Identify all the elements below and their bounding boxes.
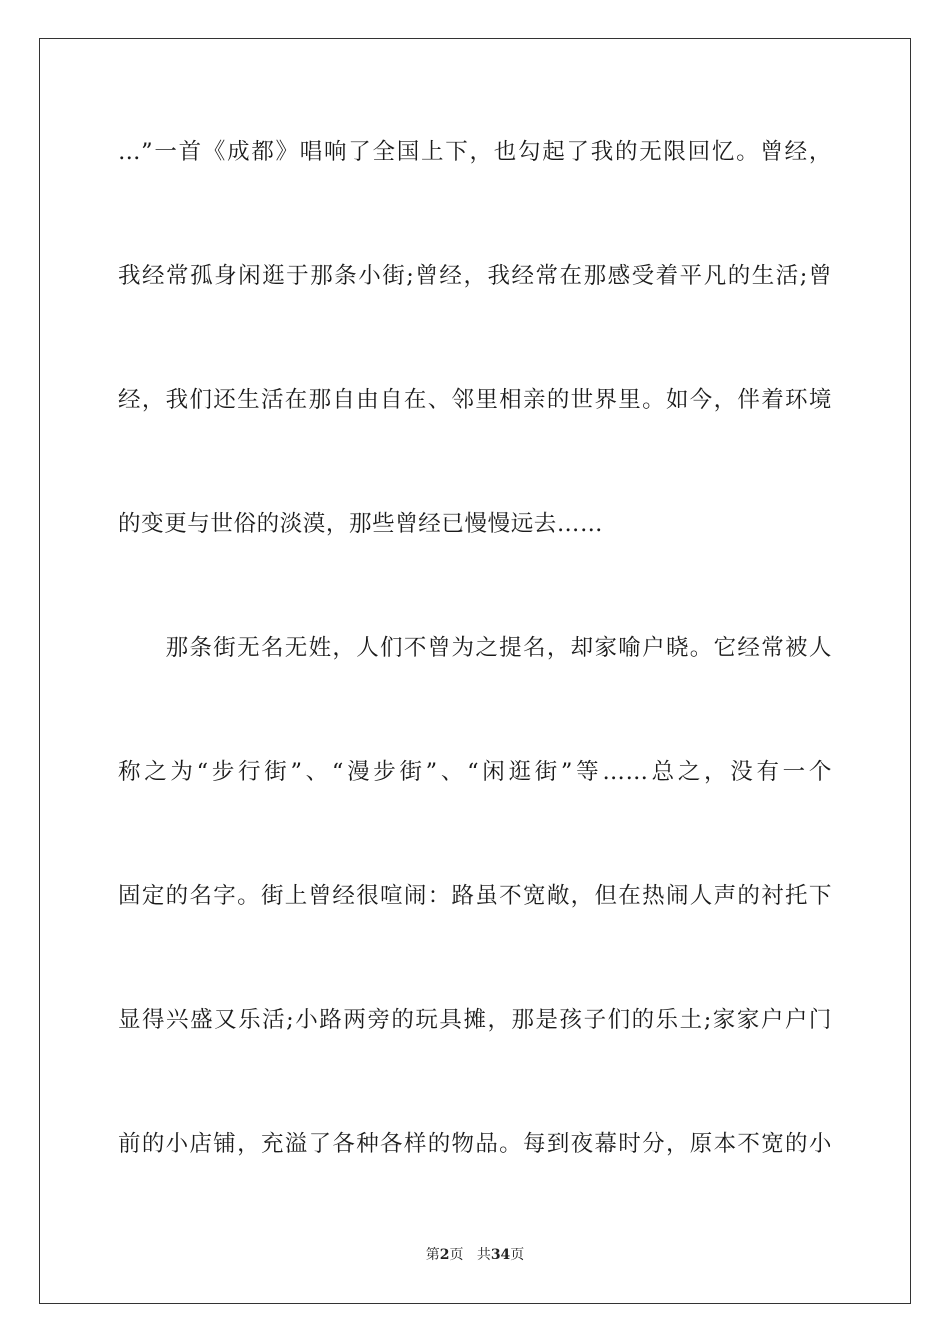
body-text-line-8: 显得兴盛又乐活;小路两旁的玩具摊，那是孩子们的乐土;家家户户门 [118,1007,832,1033]
total-suffix: 页 [510,1247,525,1263]
page-footer [0,1245,950,1265]
page-suffix: 页 [449,1247,464,1263]
page-border [39,38,911,1304]
page-number: 2 [439,1247,450,1263]
body-text-line-7: 固定的名字。街上曾经很喧闹：路虽不宽敞，但在热闹人声的衬托下 [118,883,832,909]
body-text-line-4: 的变更与世俗的淡漠，那些曾经已慢慢远去…… [118,511,604,537]
body-text-line-5: 那条街无名无姓，人们不曾为之提名，却家喻户晓。它经常被人 [118,635,832,661]
total-pages: 34 [490,1247,511,1263]
body-text-line-9: 前的小店铺，充溢了各种各样的物品。每到夜幕时分，原本不宽的小 [118,1131,832,1157]
total-prefix: 共 [476,1247,491,1263]
body-text-line-2: 我经常孤身闲逛于那条小街;曾经，我经常在那感受着平凡的生活;曾 [118,263,832,289]
body-text-line-6: 称之为“步行街”、“漫步街”、“闲逛街”等……总之，没有一个 [118,759,832,785]
body-text-line-1: …”一首《成都》唱响了全国上下，也勾起了我的无限回忆。曾经， [118,139,832,165]
body-text-line-3: 经，我们还生活在那自由自在、邻里相亲的世界里。如今，伴着环境 [118,387,832,413]
page-prefix: 第 [425,1247,440,1263]
